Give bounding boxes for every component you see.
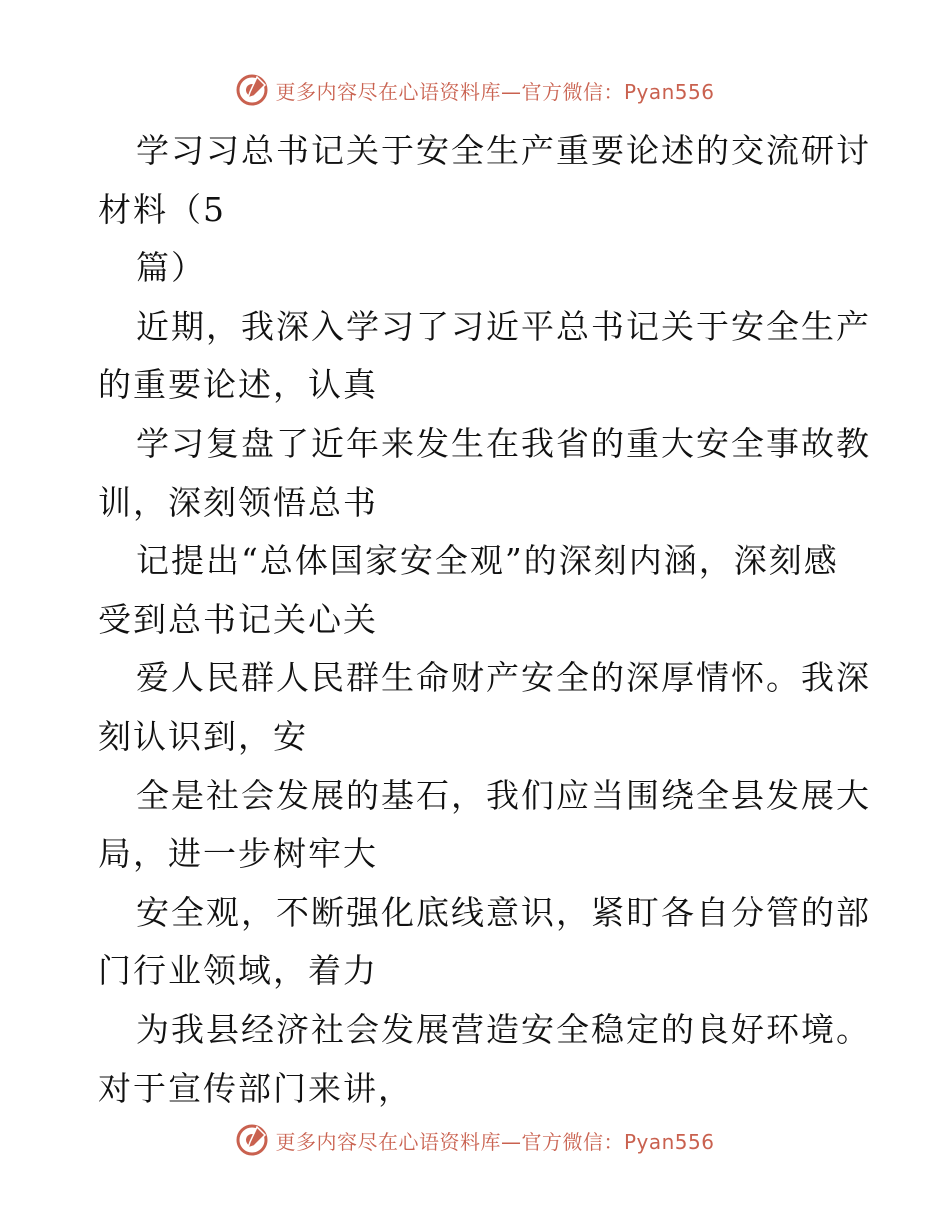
line-text: 爱人民群人民群生命财产安全的深厚情怀。我深 bbox=[136, 658, 871, 698]
line-text: 记提出“总体国家安全观”的深刻内涵，深刻感 bbox=[136, 541, 839, 581]
pen-logo-icon bbox=[235, 1123, 269, 1157]
document-body bbox=[98, 122, 871, 1118]
watermark-text: 更多内容尽在心语资料库—官方微信：Pyan556 bbox=[275, 79, 715, 104]
body-paragraph bbox=[98, 415, 871, 532]
body-paragraph bbox=[98, 767, 871, 884]
line-continuation: 受到总书记关心关 bbox=[98, 599, 378, 639]
line-continuation: 的重要论述，认真 bbox=[98, 365, 378, 405]
line-text: 为我县经济社会发展营造安全稳定的良好环境。 bbox=[136, 1009, 871, 1049]
body-paragraph bbox=[98, 884, 871, 1001]
line-continuation: 材料（5 bbox=[98, 189, 226, 229]
header-watermark bbox=[0, 70, 950, 110]
line-text: 篇） bbox=[136, 248, 206, 288]
line-text: 学习习总书记关于安全生产重要论述的交流研讨 bbox=[136, 131, 871, 170]
pen-logo-icon bbox=[235, 73, 269, 107]
line-text: 学习复盘了近年来发生在我省的重大安全事故教 bbox=[136, 423, 871, 463]
body-paragraph bbox=[98, 1001, 871, 1118]
line-continuation: 对于宣传部门来讲， bbox=[98, 1068, 413, 1108]
footer-watermark bbox=[0, 1120, 950, 1160]
watermark-text: 更多内容尽在心语资料库—官方微信：Pyan556 bbox=[275, 1129, 715, 1154]
body-paragraph bbox=[98, 532, 858, 649]
line-text: 全是社会发展的基石，我们应当围绕全县发展大 bbox=[136, 775, 871, 815]
line-continuation: 局，进一步树牢大 bbox=[98, 834, 378, 874]
title-line bbox=[98, 122, 871, 239]
line-text: 近期，我深入学习了习近平总书记关于安全生产 bbox=[136, 306, 871, 346]
title-line bbox=[98, 239, 858, 298]
body-paragraph bbox=[98, 298, 871, 415]
body-paragraph bbox=[98, 649, 871, 766]
line-continuation: 门行业领域，着力 bbox=[98, 951, 378, 991]
line-continuation: 训，深刻领悟总书 bbox=[98, 482, 378, 522]
line-text: 安全观，不断强化底线意识，紧盯各自分管的部 bbox=[136, 892, 871, 932]
line-continuation: 刻认识到，安 bbox=[98, 716, 308, 756]
